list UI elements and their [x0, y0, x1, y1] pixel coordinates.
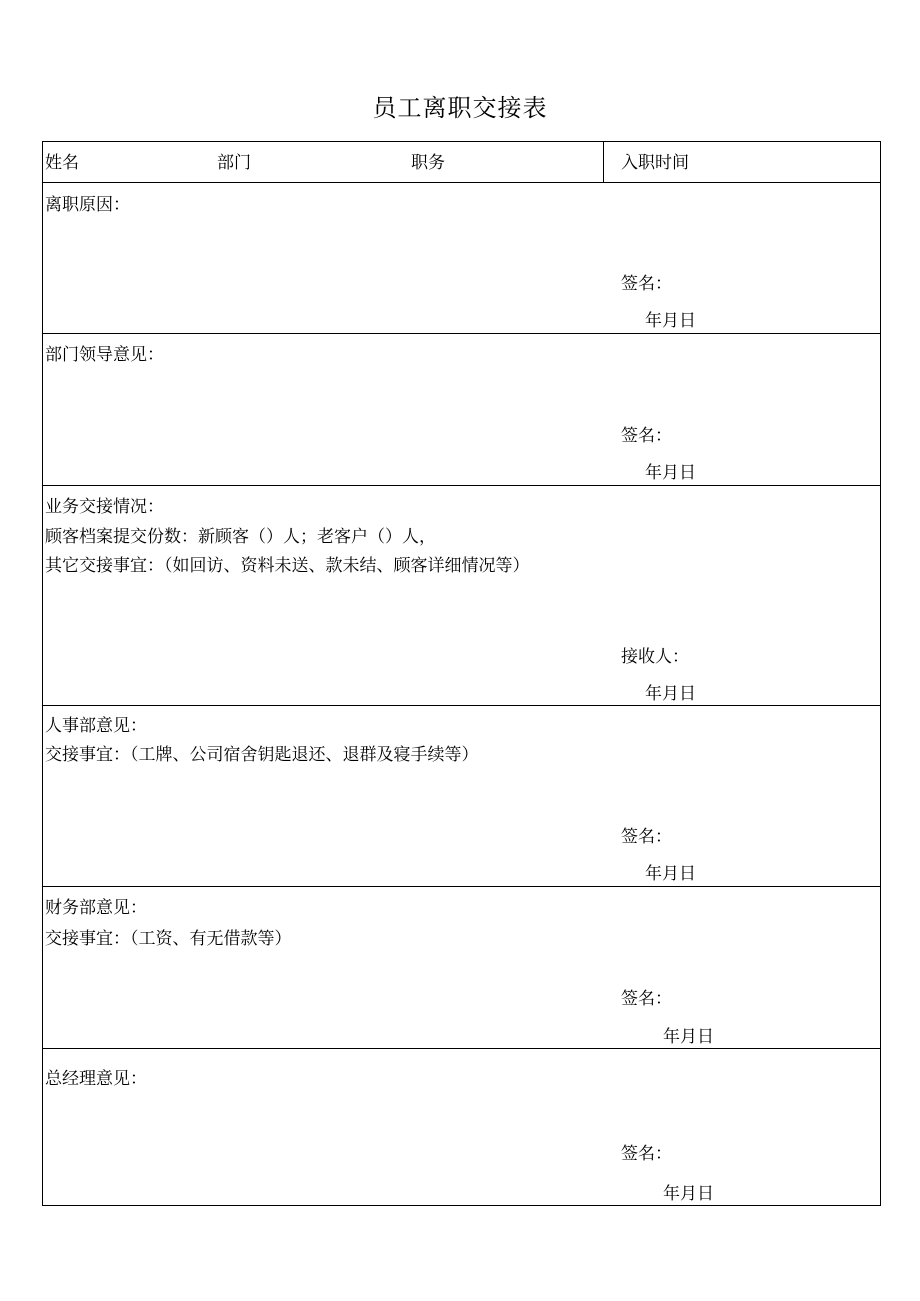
row-divider [43, 705, 880, 706]
signature-label: 签名： [621, 989, 672, 1009]
row-divider [43, 333, 880, 334]
resignation-reason-label: 离职原因： [45, 195, 130, 215]
hire-date-label: 入职时间 [621, 153, 689, 173]
date-label: 年月日 [645, 463, 696, 483]
date-label: 年月日 [645, 864, 696, 884]
dept-leader-opinion-label: 部门领导意见： [45, 345, 164, 365]
hr-handover-line: 交接事宜：（工牌、公司宿舍钥匙退还、退群及寝手续等） [45, 745, 479, 765]
signature-label: 签名： [621, 827, 672, 847]
signature-label: 签名： [621, 426, 672, 446]
finance-handover-line: 交接事宜：（工资、有无借款等） [45, 929, 292, 949]
row-divider [43, 886, 880, 887]
handover-form [42, 141, 881, 1206]
date-label: 年月日 [645, 311, 696, 331]
name-label: 姓名 [45, 153, 79, 173]
page-title: 员工离职交接表 [372, 94, 548, 122]
other-matters-line: 其它交接事宜：（如回访、资料未送、款未结、顾客详细情况等） [45, 556, 530, 576]
date-label: 年月日 [663, 1027, 714, 1047]
date-label: 年月日 [663, 1184, 714, 1204]
receiver-label: 接收人： [621, 647, 689, 667]
business-handover-label: 业务交接情况： [45, 497, 164, 517]
customer-files-line: 顾客档案提交份数：新顾客（）人；老客户（）人， [45, 527, 436, 547]
header-divider [603, 142, 604, 182]
date-label: 年月日 [645, 684, 696, 704]
row-divider [43, 1048, 880, 1049]
finance-opinion-label: 财务部意见： [45, 898, 147, 918]
hr-opinion-label: 人事部意见： [45, 716, 147, 736]
signature-label: 签名： [621, 274, 672, 294]
position-label: 职务 [411, 153, 445, 173]
signature-label: 签名： [621, 1144, 672, 1164]
gm-opinion-label: 总经理意见： [45, 1069, 147, 1089]
department-label: 部门 [217, 153, 251, 173]
row-divider [43, 485, 880, 486]
row-divider [43, 182, 880, 183]
